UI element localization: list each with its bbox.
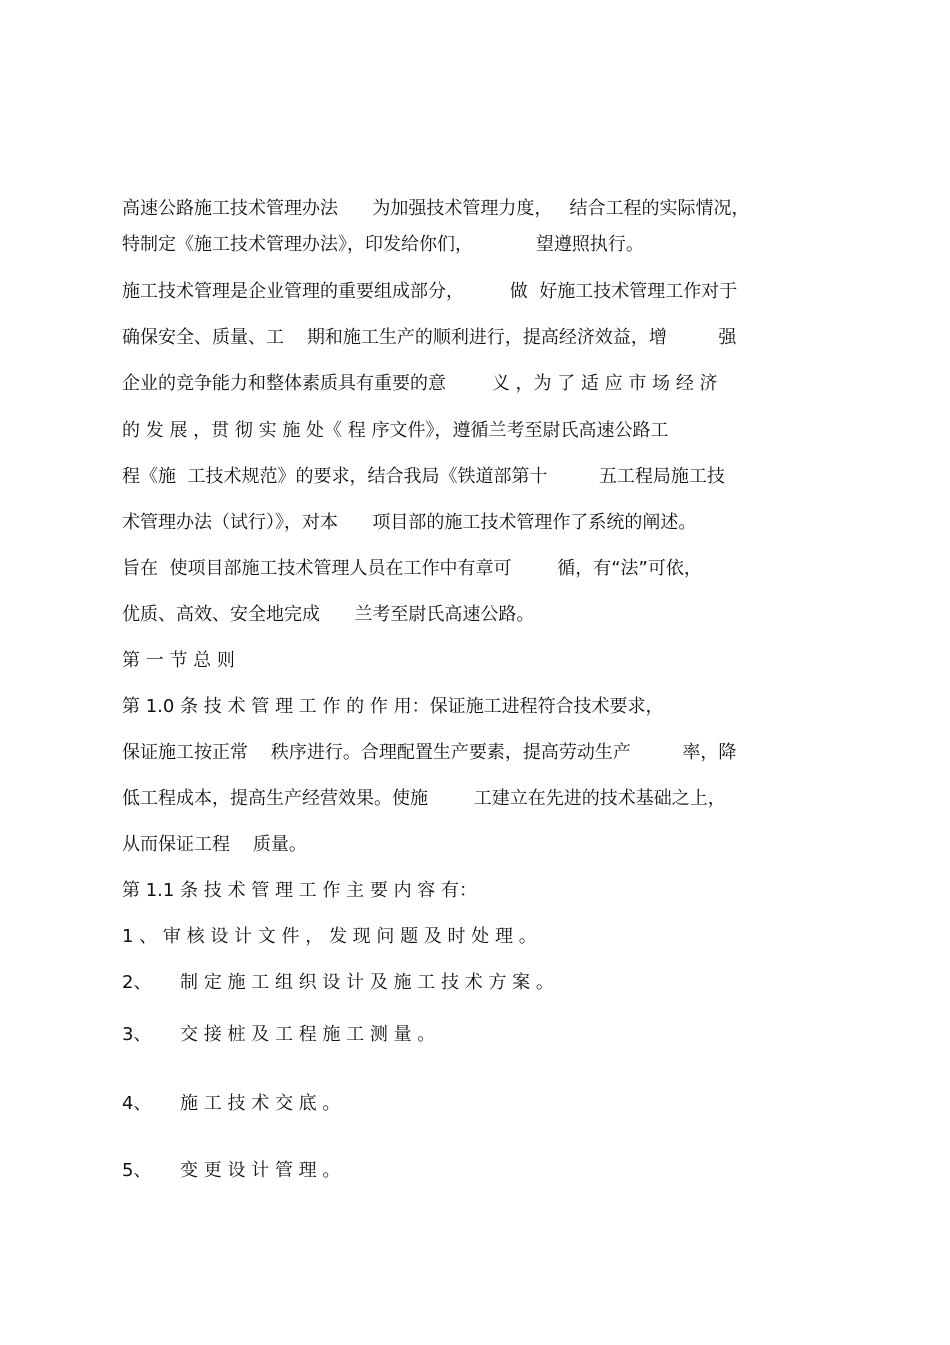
body-line: 程《施 工技术规范》的要求，结合我局《铁道部第十 五工程局施工技 <box>122 466 725 487</box>
body-line: 特制定《施工技术管理办法》，印发给你们， 望遵照执行。 <box>122 234 644 255</box>
body-line: 施工技术管理是企业管理的重要组成部分， 做 好施工技术管理工作对于 <box>122 281 738 302</box>
list-item: 1 、 审 核 设 计 文 件 ， 发 现 问 题 及 时 处 理 。 <box>122 926 537 947</box>
section-heading: 第 一 节 总 则 <box>122 650 235 671</box>
list-item: 4、 施 工 技 术 交 底 。 <box>122 1093 341 1114</box>
list-item: 3、 交 接 桩 及 工 程 施 工 测 量 。 <box>122 1024 436 1045</box>
article-heading: 第 1.1 条 技 术 管 理 工 作 主 要 内 容 有： <box>122 880 478 901</box>
title-line: 高速公路施工技术管理办法 为加强技术管理力度， 结合工程的实际情况， <box>122 198 750 219</box>
body-line: 企业的竞争能力和整体素质具有重要的意 义 ，为 了 适 应 市 场 经 济 <box>122 373 718 394</box>
article-heading: 第 1.0 条 技 术 管 理 工 作 的 作 用：保证施工进程符合技术要求， <box>122 696 664 717</box>
body-line: 的 发 展 ，贯 彻 实 施 处《 程 序文件》，遵循兰考至尉氏高速公路工 <box>122 420 669 441</box>
body-line: 优质、高效、安全地完成 兰考至尉氏高速公路。 <box>122 604 535 625</box>
body-line: 旨在 使项目部施工技术管理人员在工作中有章可 循，有“法”可依， <box>122 558 702 579</box>
list-item: 5、 变 更 设 计 管 理 。 <box>122 1160 341 1181</box>
body-line: 保证施工按正常 秩序进行。合理配置生产要素，提高劳动生产 率，降 <box>122 742 737 763</box>
body-line: 从而保证工程 质量。 <box>122 834 307 855</box>
body-line: 低工程成本，提高生产经营效果。使施 工建立在先进的技术基础之上， <box>122 788 726 809</box>
body-line: 确保安全、质量、工 期和施工生产的顺利进行，提高经济效益，增 强 <box>122 327 737 348</box>
list-item: 2、 制 定 施 工 组 织 设 计 及 施 工 技 术 方 案 。 <box>122 972 554 993</box>
body-line: 术管理办法（试行）》，对本 项目部的施工技术管理作了系统的阐述。 <box>122 512 697 533</box>
